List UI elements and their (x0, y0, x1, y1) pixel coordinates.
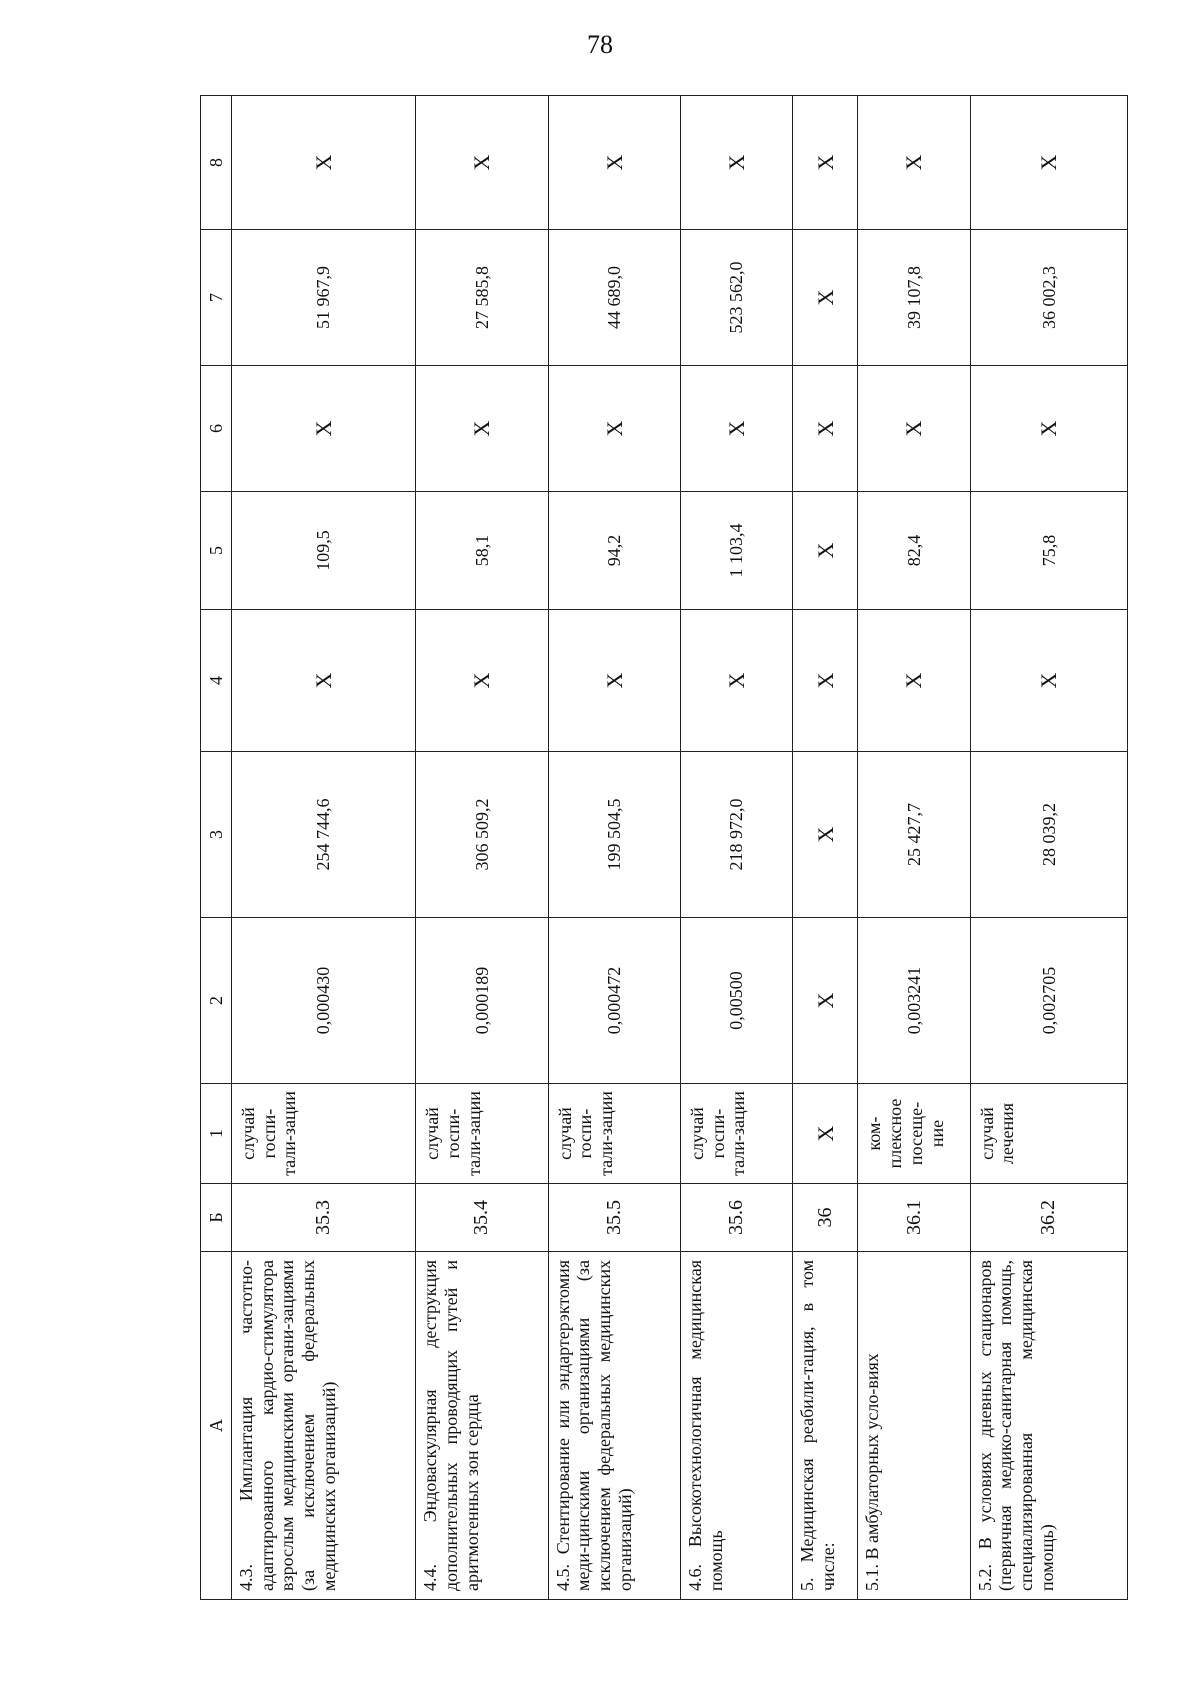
column-header: 3 (201, 752, 232, 918)
row-name-cell: 5.2. В условиях дневных стационаров (первичная медико-санитарная помощь, специализированная медицинская помощь) (970, 1252, 1127, 1600)
unit-cell: случай госпи-тали-зации (416, 1084, 548, 1184)
value-cell: 254 744,6 (232, 752, 416, 918)
value-cell: Х (681, 610, 793, 752)
value-cell: 109,5 (232, 492, 416, 610)
value-cell: Х (970, 96, 1127, 230)
row-code-cell: 35.4 (416, 1184, 548, 1252)
value-cell: 51 967,9 (232, 230, 416, 366)
unit-cell: случай лечения (970, 1084, 1127, 1184)
value-cell: Х (416, 96, 548, 230)
column-header: 1 (201, 1084, 232, 1184)
value-cell: Х (793, 492, 858, 610)
value-cell: Х (232, 366, 416, 492)
row-name-cell: 4.4. Эндоваскулярная деструкция дополнительных проводящих путей и аритмогенных зон сердца (416, 1252, 548, 1600)
column-header: А (201, 1252, 232, 1600)
value-cell: Х (793, 610, 858, 752)
value-cell: Х (793, 230, 858, 366)
value-cell: 0,003241 (858, 918, 970, 1084)
value-cell: Х (793, 366, 858, 492)
value-cell: 44 689,0 (548, 230, 680, 366)
value-cell: Х (793, 96, 858, 230)
row-name-cell: 4.6. Высокотехнологичная медицинская помощь (681, 1252, 793, 1600)
value-cell: Х (970, 610, 1127, 752)
value-cell: 523 562,0 (681, 230, 793, 366)
value-cell: 75,8 (970, 492, 1127, 610)
value-cell: 0,002705 (970, 918, 1127, 1084)
column-header: 8 (201, 96, 232, 230)
value-cell: 25 427,7 (858, 752, 970, 918)
row-name-cell: 4.3. Имплантация частотно-адаптированного кардио-стимулятора взрослым медицинскими органи-зациями (за исключением федеральных медицинских организаций) (232, 1252, 416, 1600)
value-cell: 82,4 (858, 492, 970, 610)
value-cell: Х (681, 96, 793, 230)
table-row (681, 96, 793, 1600)
table-row (416, 96, 548, 1600)
value-cell: Х (232, 610, 416, 752)
column-header: 7 (201, 230, 232, 366)
row-name-cell: 4.5. Стентирование или эндартерэктомия меди-цинскими организациями (за исключением федеральных медицинских организаций) (548, 1252, 680, 1600)
table-row (232, 96, 416, 1600)
value-cell: Х (548, 366, 680, 492)
value-cell: 94,2 (548, 492, 680, 610)
data-table (200, 95, 1128, 1600)
value-cell: Х (793, 918, 858, 1084)
value-cell: 28 039,2 (970, 752, 1127, 918)
value-cell: Х (548, 610, 680, 752)
value-cell: 0,000430 (232, 918, 416, 1084)
value-cell: 58,1 (416, 492, 548, 610)
value-cell: 0,000472 (548, 918, 680, 1084)
row-name-cell: 5.1. В амбулаторных усло-виях (858, 1252, 970, 1600)
row-code-cell: 35.3 (232, 1184, 416, 1252)
value-cell: 1 103,4 (681, 492, 793, 610)
column-header: 6 (201, 366, 232, 492)
value-cell: Х (416, 610, 548, 752)
unit-cell: случай госпи-тали-зации (681, 1084, 793, 1184)
value-cell: Х (858, 366, 970, 492)
row-code-cell: 36.1 (858, 1184, 970, 1252)
table-row (858, 96, 970, 1600)
value-cell: Х (858, 610, 970, 752)
header-row (201, 96, 232, 1600)
value-cell: 27 585,8 (416, 230, 548, 366)
value-cell: 306 509,2 (416, 752, 548, 918)
value-cell: 0,00500 (681, 918, 793, 1084)
rotated-table-container (200, 96, 1128, 1600)
value-cell: Х (416, 366, 548, 492)
column-header: 4 (201, 610, 232, 752)
row-name-cell: 5. Медицинская реабили-тация, в том числе: (793, 1252, 858, 1600)
page-number: 78 (587, 30, 613, 59)
unit-cell: Х (793, 1084, 858, 1184)
row-code-cell: 36.2 (970, 1184, 1127, 1252)
value-cell: Х (232, 96, 416, 230)
value-cell: 36 002,3 (970, 230, 1127, 366)
unit-cell: случай госпи-тали-зации (548, 1084, 680, 1184)
column-header: 2 (201, 918, 232, 1084)
row-code-cell: 36 (793, 1184, 858, 1252)
value-cell: 218 972,0 (681, 752, 793, 918)
table-row (548, 96, 680, 1600)
value-cell: Х (970, 366, 1127, 492)
row-code-cell: 35.6 (681, 1184, 793, 1252)
unit-cell: ком-плексное посеще-ние (858, 1084, 970, 1184)
column-header: Б (201, 1184, 232, 1252)
value-cell: Х (681, 366, 793, 492)
unit-cell: случай госпи-тали-зации (232, 1084, 416, 1184)
table-row (970, 96, 1127, 1600)
value-cell: Х (793, 752, 858, 918)
value-cell: 39 107,8 (858, 230, 970, 366)
value-cell: Х (548, 96, 680, 230)
row-code-cell: 35.5 (548, 1184, 680, 1252)
value-cell: 0,000189 (416, 918, 548, 1084)
column-header: 5 (201, 492, 232, 610)
value-cell: 199 504,5 (548, 752, 680, 918)
value-cell: Х (858, 96, 970, 230)
table-row (793, 96, 858, 1600)
